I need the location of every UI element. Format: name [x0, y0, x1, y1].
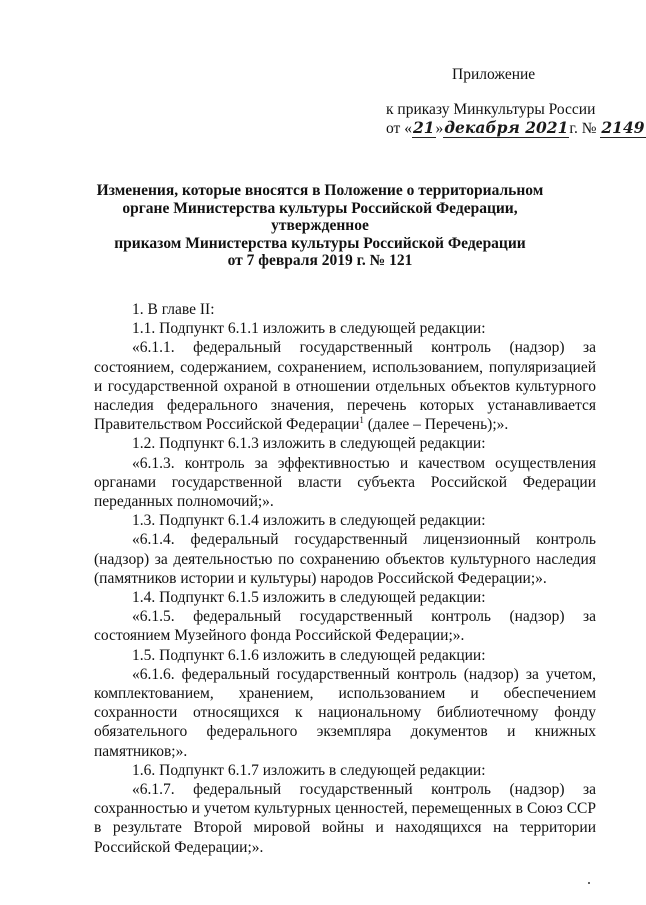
footnote-ref: 1	[359, 415, 364, 426]
order-reference: к приказу Минкультуры России	[386, 101, 596, 118]
paragraph: 1.2. Подпункт 6.1.3 изложить в следующей редакции:	[132, 435, 486, 453]
order-day: 21	[412, 118, 435, 137]
document-body	[94, 300, 596, 857]
paragraph: 1.4. Подпункт 6.1.5 изложить в следующей редакции:	[132, 589, 486, 607]
order-date-number	[386, 118, 646, 138]
paragraph: «6.1.7. федеральный государственный контроль (надзор) за сохранностью и учетом культурных ценностей, перемещенных в Союз ССР в результате Второй мировой войны и находящихся на территории Российской Федерации;».	[94, 781, 596, 856]
paragraph-text: «6.1.1. федеральный государственный контроль (надзор) за состоянием, содержанием, сохранением, использованием, популяризацией и государственной охраной в отношении отдельных объектов культурного наследия федерального значения, перечень которых устанавливается Правительством Российской Федерации	[94, 339, 596, 434]
document-title	[90, 182, 550, 270]
paragraph: 1. В главе II:	[132, 301, 215, 318]
order-prefix: от «	[386, 120, 412, 137]
appendix-label: Приложение	[452, 66, 536, 83]
order-num-label: г. №	[569, 120, 597, 137]
paragraph: 1.5. Подпункт 6.1.6 изложить в следующей редакции:	[132, 646, 486, 664]
paragraph: «6.1.5. федеральный государственный контроль (надзор) за состоянием Музейного фонда Российской Федерации;».	[94, 608, 596, 645]
paragraph: «6.1.4. федеральный государственный лицензионный контроль (надзор) за деятельностью по сохранению объектов культурного наследия (памятников истории и культуры) народов Российской Федерации;».	[94, 531, 596, 587]
paragraph: 1.1. Подпункт 6.1.1 изложить в следующей редакции:	[132, 320, 486, 338]
title-line-1: Изменения, которые вносятся в Положение о территориальном	[96, 182, 544, 199]
title-line-4: от 7 февраля 2019 г. № 121	[227, 252, 413, 269]
paragraph: 1.3. Подпункт 6.1.4 изложить в следующей редакции:	[132, 512, 486, 530]
paragraph-text: (далее – Перечень);».	[363, 416, 509, 434]
order-mid: »	[435, 120, 444, 137]
title-line-3: приказом Министерства культуры Российской Федерации	[114, 234, 526, 252]
paragraph: «6.1.3. контроль за эффективностью и качеством осуществления органами государственной власти субъекта Российской Федерации переданных полномочий;».	[94, 454, 596, 511]
order-month-year: декабря 2021	[444, 118, 569, 137]
order-number: 2149	[601, 118, 645, 137]
paragraph: «6.1.6. федеральный государственный контроль (надзор) за учетом, комплектованием, хранением, использованием и обеспечением сохранности относящихся к национальному библиотечному фонду обязательного федерального экземпляра документов и книжных памятников;».	[94, 665, 596, 760]
paragraph: 1.6. Подпункт 6.1.7 изложить в следующей редакции:	[132, 761, 486, 779]
paragraph	[94, 338, 596, 434]
title-line-2: органе Министерства культуры Российской Федерации, утвержденное	[122, 199, 518, 234]
scan-mark	[588, 882, 590, 884]
